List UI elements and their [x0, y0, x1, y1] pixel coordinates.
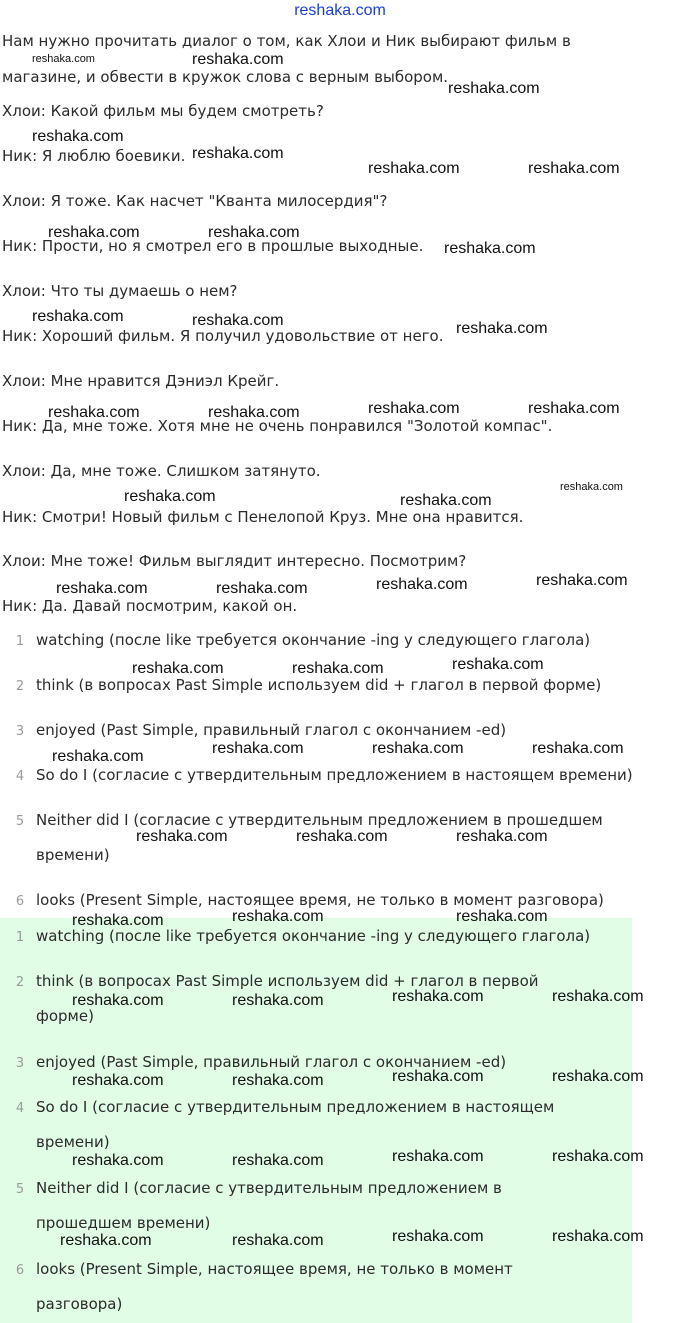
watermark: reshaka.com [56, 580, 148, 597]
watermark: reshaka.com [212, 740, 304, 757]
watermark: reshaka.com [456, 828, 548, 845]
watermark: reshaka.com [72, 992, 164, 1009]
watermark: reshaka.com [452, 656, 544, 673]
watermark: reshaka.com [232, 992, 324, 1009]
watermark: reshaka.com [72, 912, 164, 929]
answer-text: think (в вопросах Past Simple используем did + глагол в первой форме) [36, 972, 539, 1025]
watermark: reshaka.com [456, 320, 548, 337]
dialogue-line: Ник: Да. Давай посмотрим, какой он. [2, 597, 298, 615]
watermark: reshaka.com [552, 1148, 644, 1165]
watermark: reshaka.com [192, 51, 284, 68]
watermark: reshaka.com [192, 145, 284, 162]
watermark: reshaka.com [536, 572, 628, 589]
dialogue-line: Хлои: Да, мне тоже. Слишком затянуто. [2, 462, 321, 480]
watermark: reshaka.com [448, 80, 540, 97]
answer-number: 3 [15, 724, 25, 739]
watermark: reshaka.com [72, 1072, 164, 1089]
answer-number: 2 [15, 679, 25, 694]
answer-number: 2 [15, 975, 25, 990]
watermark: reshaka.com [444, 240, 536, 257]
watermark: reshaka.com [232, 1232, 324, 1249]
watermark: reshaka.com [552, 988, 644, 1005]
answer-number: 4 [15, 769, 25, 784]
watermark: reshaka.com [208, 404, 300, 421]
answer-text: So do I (согласие с утвердительным предложением в настоящем времени) [36, 766, 633, 784]
dialogue-line: Ник: Смотри! Новый фильм с Пенелопой Круз. Мне она нравится. [2, 508, 524, 526]
watermark: reshaka.com [532, 740, 624, 757]
watermark: reshaka.com [216, 580, 308, 597]
watermark: reshaka.com [48, 224, 140, 241]
answer-text: enjoyed (Past Simple, правильный глагол с окончанием -ed) [36, 1053, 507, 1071]
dialogue-line: Хлои: Мне тоже! Фильм выглядит интересно. Посмотрим? [2, 552, 467, 570]
watermark: reshaka.com [232, 908, 324, 925]
intro-line-2: магазине, и обвести в кружок слова с верным выбором. [2, 68, 449, 86]
watermark: reshaka.com [392, 1148, 484, 1165]
watermark: reshaka.com [368, 400, 460, 417]
watermark: reshaka.com [456, 908, 548, 925]
site-header-link[interactable]: reshaka.com [294, 2, 386, 19]
watermark: reshaka.com [232, 1072, 324, 1089]
answer-number: 3 [15, 1056, 25, 1071]
watermark: reshaka.com [292, 660, 384, 677]
watermark: reshaka.com [376, 576, 468, 593]
intro-line-1: Нам нужно прочитать диалог о том, как Хлои и Ник выбирают фильм в [2, 32, 571, 50]
watermark: reshaka.com [368, 160, 460, 177]
watermark: reshaka.com [528, 400, 620, 417]
dialogue-line: Хлои: Я тоже. Как насчет "Кванта милосердия"? [2, 192, 388, 210]
watermark: reshaka.com [552, 1068, 644, 1085]
answer-number: 6 [15, 894, 25, 909]
watermark: reshaka.com [32, 53, 95, 65]
answer-number: 5 [15, 814, 25, 829]
watermark: reshaka.com [132, 660, 224, 677]
dialogue-line: Хлои: Мне нравится Дэниэл Крейг. [2, 372, 280, 390]
watermark: reshaka.com [552, 1228, 644, 1245]
answer-text: think (в вопросах Past Simple используем did + глагол в первой форме) [36, 676, 602, 694]
dialogue-line: Ник: Да, мне тоже. Хотя мне не очень понравился "Золотой компас". [2, 417, 553, 435]
answer-text: Neither did I (согласие с утвердительным предложением в прошедшем времени) [36, 811, 603, 864]
watermark: reshaka.com [392, 1068, 484, 1085]
watermark: reshaka.com [32, 308, 124, 325]
watermark: reshaka.com [124, 488, 216, 505]
answer-number: 5 [15, 1182, 25, 1197]
dialogue-line: Ник: Я люблю боевики. [2, 147, 186, 165]
watermark: reshaka.com [60, 1232, 152, 1249]
answer-number: 1 [15, 634, 25, 649]
answer-number: 1 [15, 930, 25, 945]
watermark: reshaka.com [372, 740, 464, 757]
watermark: reshaka.com [392, 1228, 484, 1245]
answer-text: looks (Present Simple, настоящее время, не только в момент разговора) [36, 891, 604, 909]
dialogue-line: Ник: Хороший фильм. Я получил удовольствие от него. [2, 327, 444, 345]
watermark: reshaka.com [32, 128, 124, 145]
watermark: reshaka.com [560, 481, 623, 493]
watermark: reshaka.com [52, 748, 144, 765]
watermark: reshaka.com [528, 160, 620, 177]
answer-text: looks (Present Simple, настоящее время, не только в момент разговора) [36, 1260, 513, 1313]
answer-text: Neither did I (согласие с утвердительным предложением в прошедшем времени) [36, 1179, 502, 1232]
answer-text: So do I (согласие с утвердительным предложением в настоящем времени) [36, 1098, 555, 1151]
answer-text: watching (после like требуется окончание -ing у следующего глагола) [36, 927, 591, 945]
watermark: reshaka.com [400, 492, 492, 509]
watermark: reshaka.com [136, 828, 228, 845]
watermark: reshaka.com [208, 224, 300, 241]
answer-number: 4 [15, 1101, 25, 1116]
watermark: reshaka.com [72, 1152, 164, 1169]
answer-text: watching (после like требуется окончание -ing у следующего глагола) [36, 631, 591, 649]
answer-number: 6 [15, 1263, 25, 1278]
dialogue-line: Хлои: Какой фильм мы будем смотреть? [2, 102, 324, 120]
watermark: reshaka.com [296, 828, 388, 845]
watermark: reshaka.com [392, 988, 484, 1005]
watermark: reshaka.com [192, 312, 284, 329]
watermark: reshaka.com [48, 404, 140, 421]
answer-text: enjoyed (Past Simple, правильный глагол с окончанием -ed) [36, 721, 507, 739]
dialogue-line: Хлои: Что ты думаешь о нем? [2, 282, 238, 300]
dialogue-line: Ник: Прости, но я смотрел его в прошлые выходные. [2, 237, 424, 255]
watermark: reshaka.com [232, 1152, 324, 1169]
